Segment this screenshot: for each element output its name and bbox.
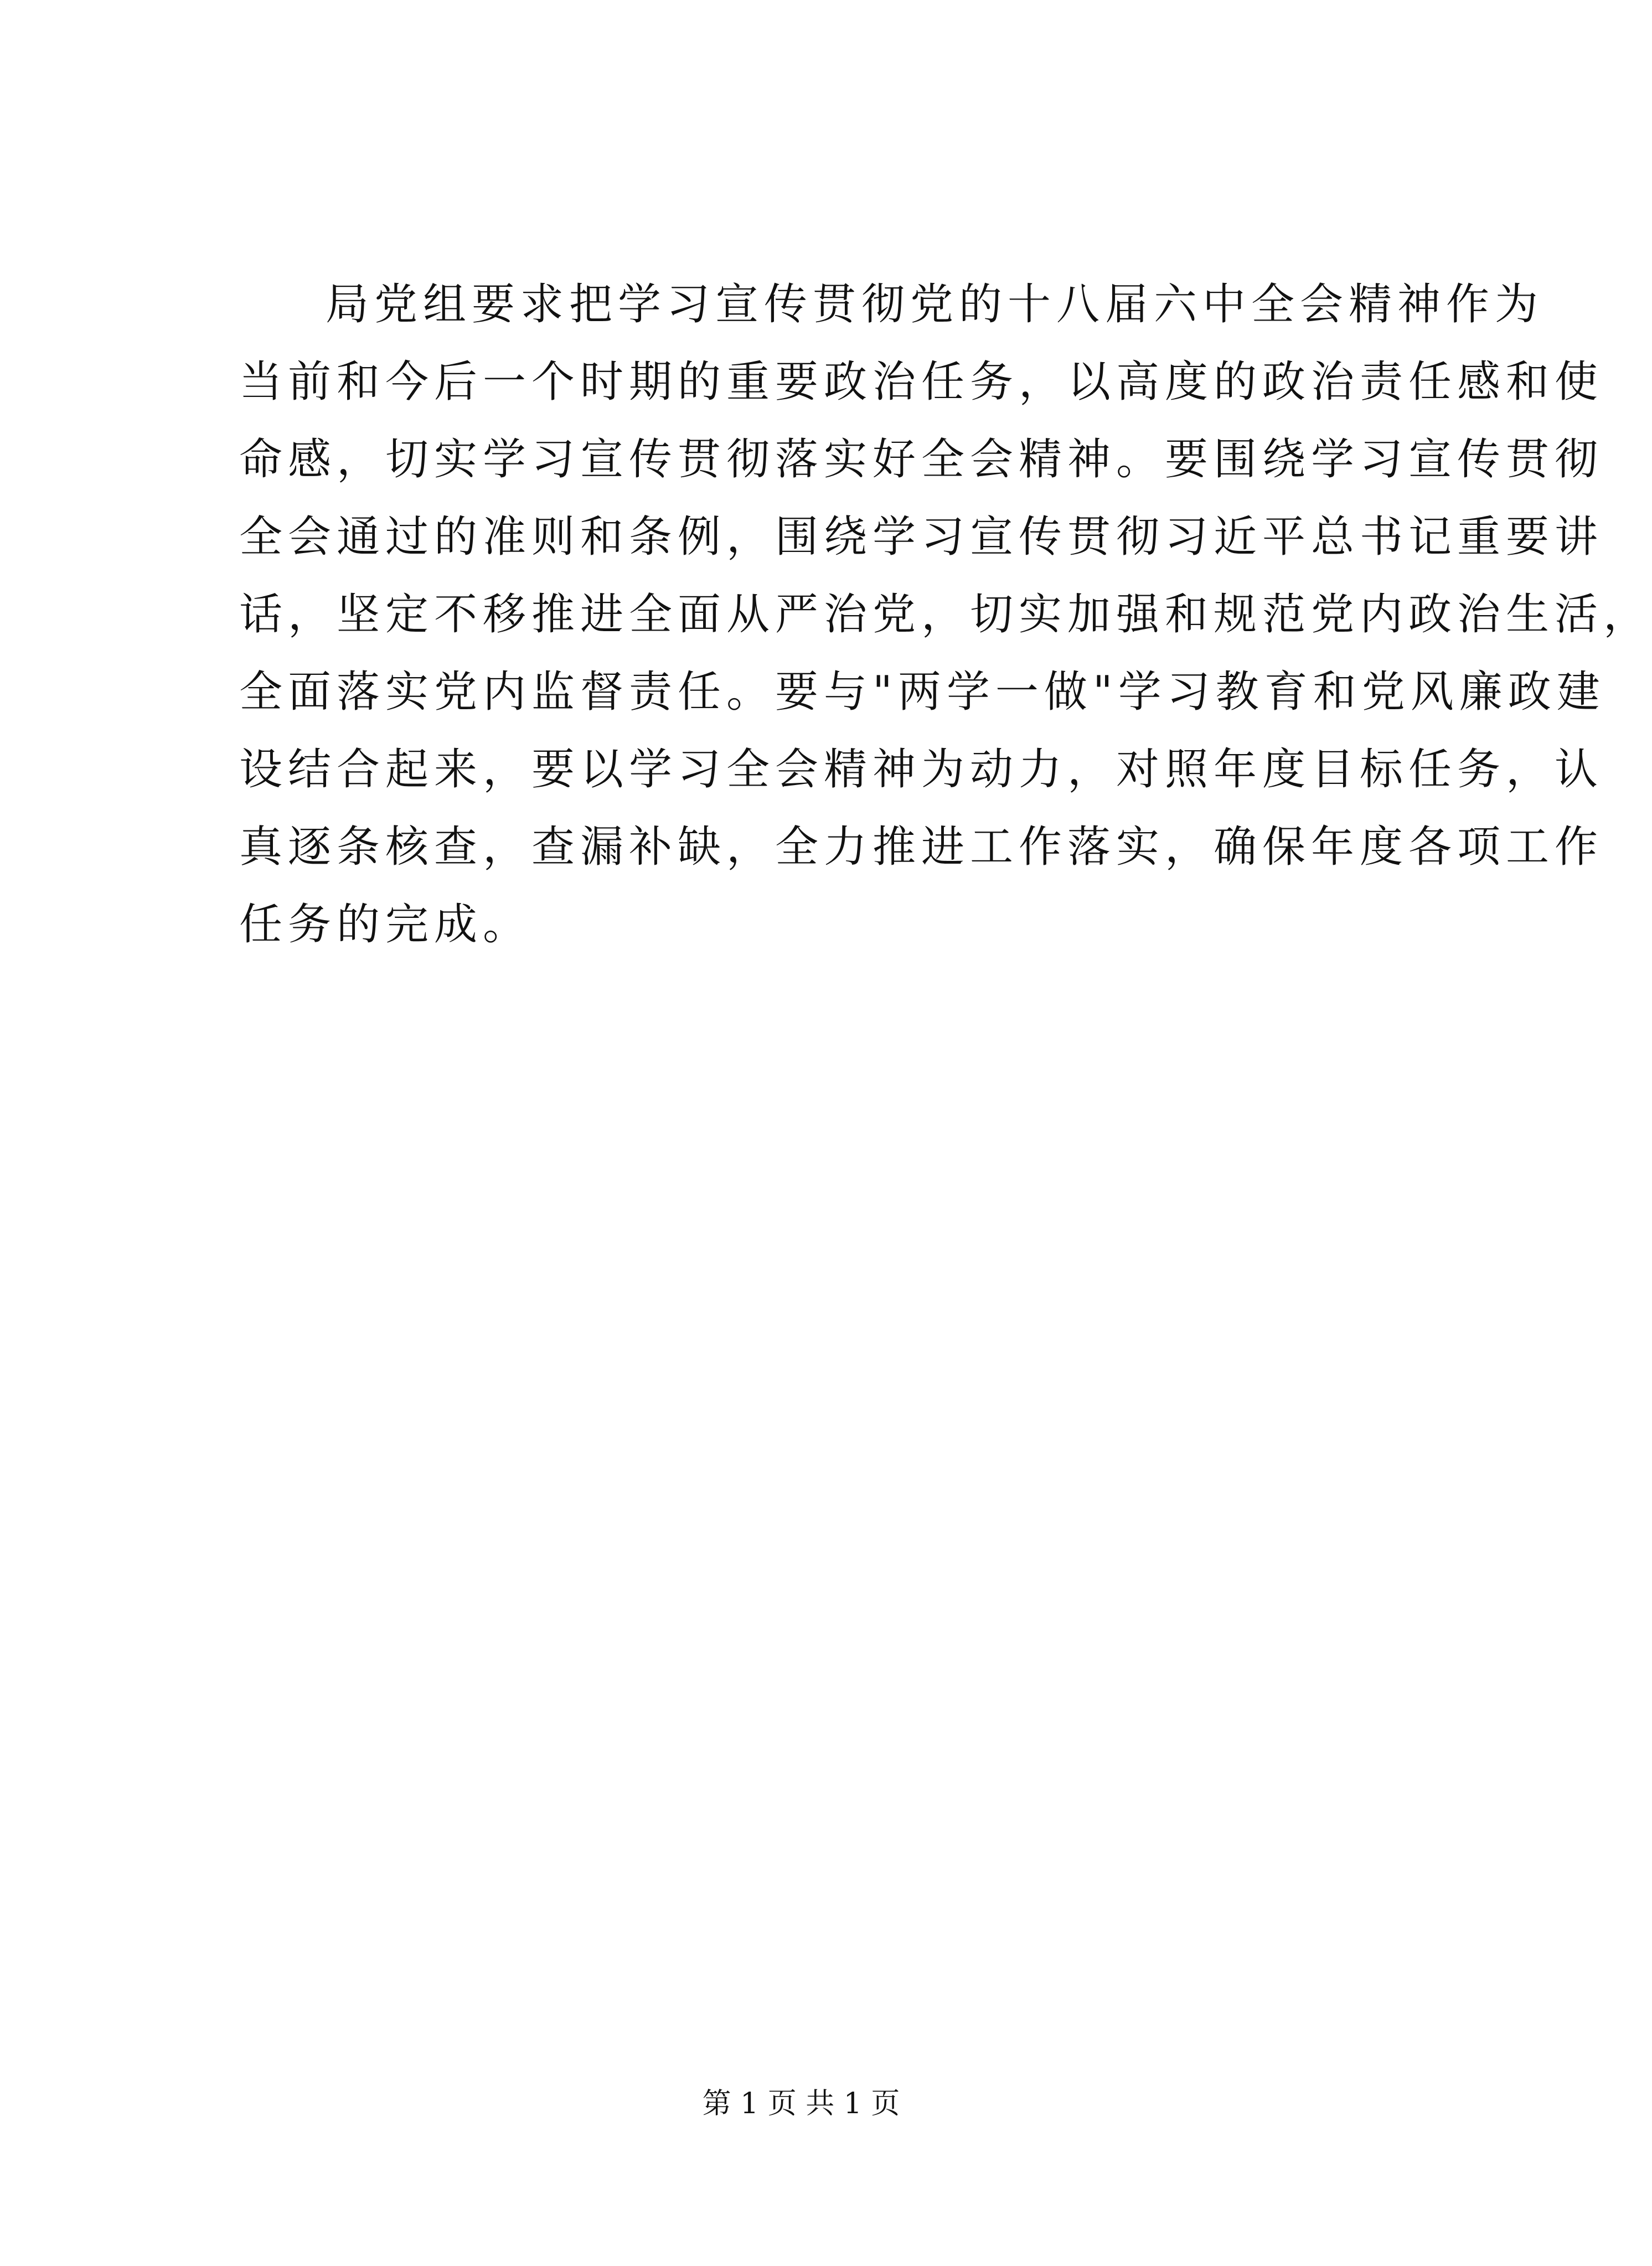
paragraph-line-4: 全会通过的准则和条例，围绕学习宣传贯彻习近平总书记重要讲 [239, 512, 1604, 562]
paragraph-line-7: 设结合起来，要以学习全会精神为动力，对照年度目标任务，认 [239, 745, 1604, 794]
paragraph-line-2: 当前和今后一个时期的重要政治任务，以高度的政治责任感和使 [239, 357, 1604, 407]
page-footer: 第 1 页 共 1 页 [702, 2087, 900, 2120]
paragraph-line-9: 任务的完成。 [239, 900, 532, 949]
paragraph-line-5: 话，坚定不移推进全面从严治党，切实加强和规范党内政治生活， [239, 590, 1652, 639]
paragraph-line-1: 局党组要求把学习宣传贯彻党的十八届六中全会精神作为 [326, 280, 1544, 329]
paragraph-line-3: 命感，切实学习宣传贯彻落实好全会精神。要围绕学习宣传贯彻 [239, 435, 1604, 484]
body-paragraph [239, 266, 1652, 963]
paragraph-line-8: 真逐条核查，查漏补缺，全力推进工作落实，确保年度各项工作 [239, 822, 1604, 872]
paragraph-line-6: 全面落实党内监督责任。要与"两学一做"学习教育和党风廉政建 [239, 667, 1605, 717]
